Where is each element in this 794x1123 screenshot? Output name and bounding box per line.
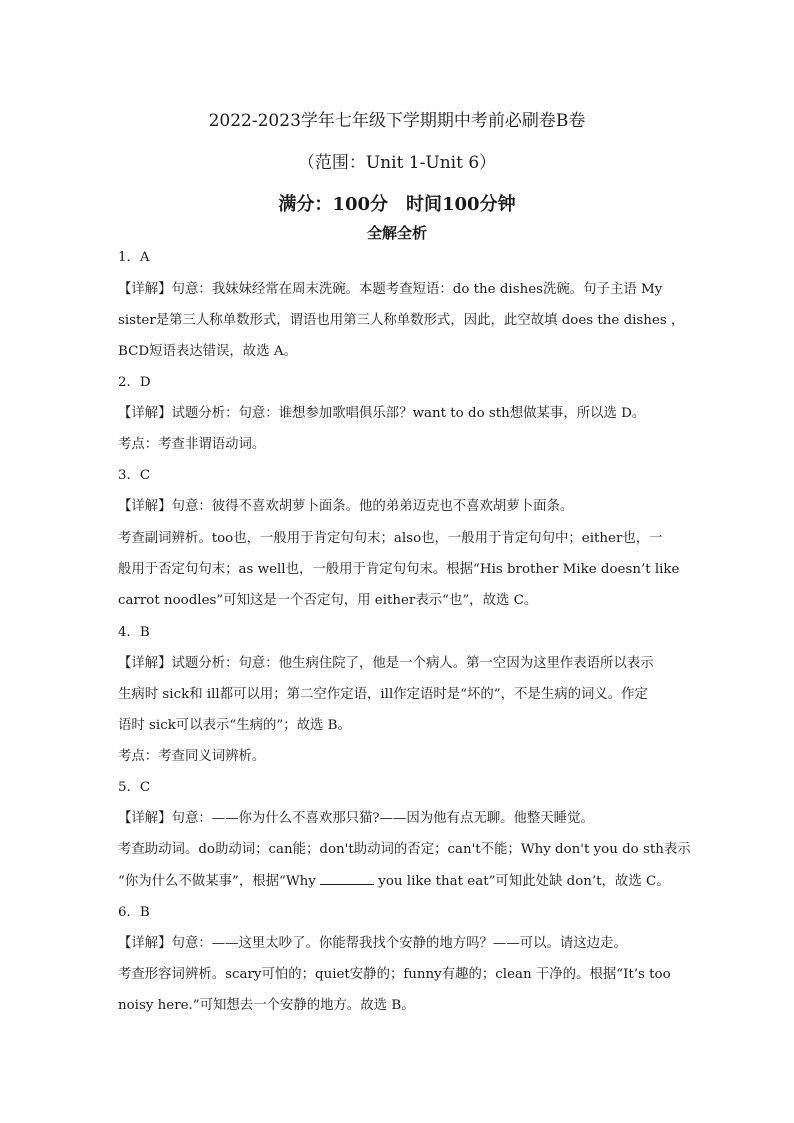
document-title: 2022-2023学年七年级下学期期中考前必刷卷B卷 [208,111,586,131]
answer-number: 4．B [118,625,150,640]
explanation-line: sister是第三人称单数形式，谓语也用第三人称单数形式，因此，此空故填 does the dishes ， [118,313,685,328]
explanation-line: 【详解】试题分析：句意：他生病住院了，他是一个病人。第一空因为这里作表语所以表示 [118,656,654,671]
explanation-text: you like that eat”可知此处缺 don’t，故选 C。 [374,874,670,889]
answer-number: 2．D [118,375,151,390]
section-heading: 全解全析 [366,224,427,242]
explanation-line: 考查形容词辨析。scary可怕的；quiet安静的；funny有趣的；clean 干净的。根据“It’s too [118,967,671,982]
explanation-line: 语时 sick可以表示“生病的”；故选 B。 [118,718,351,733]
answer-number: 6．B [118,905,150,920]
explanation-line: carrot noodles”可知这是一个否定句，用 either表示“也”，故选 C。 [118,593,538,608]
explanation-line: 【详解】句意：彼得不喜欢胡萝卜面条。他的弟弟迈克也不喜欢胡萝卜面条。 [118,499,574,514]
fill-in-blank [320,871,374,885]
scope-line: （范围：Unit 1-Unit 6） [297,153,497,173]
answer-number: 5．C [118,780,151,795]
explanation-line [118,871,670,892]
score-time-line: 满分：100分 时间100分钟 [278,194,516,215]
explanation-line: BCD短语表达错误，故选 A。 [118,344,297,359]
explanation-line: 【详解】句意：我妹妹经常在周末洗碗。本题考查短语：do the dishes洗碗。句子主语 My [118,282,663,297]
explanation-line: 生病时 sick和 ill都可以用；第二空作定语，ill作定语时是“坏的”，不是生病的词义。作定 [118,687,648,702]
answer-number: 3．C [118,468,151,483]
explanation-line: 【详解】试题分析：句意：谁想参加歌唱俱乐部？want to do sth想做某事，所以选 D。 [118,406,646,421]
explanation-line: 【详解】句意：——这里太吵了。你能帮我找个安静的地方吗？——可以。请这边走。 [118,936,627,951]
answer-number: 1．A [118,250,150,265]
explanation-line: 考点：考查同义词辨析。 [118,749,266,764]
explanation-line: 般用于否定句句末；as well也，一般用于肯定句句末。根据“His brother Mike doesn’t like [118,562,680,577]
explanation-line: noisy here.”可知想去一个安静的地方。故选 B。 [118,998,415,1013]
explanation-line: 【详解】句意：——你为什么不喜欢那只猫?——因为他有点无聊。他整天睡觉。 [118,811,594,826]
explanation-line: 考点：考查非谓语动词。 [118,437,266,452]
explanation-text: “你为什么不做某事”，根据“Why [118,874,321,889]
explanation-line: 考查助动词。do助动词；can能；don't助动词的否定；can't不能；Why don't you do sth表示 [118,842,691,857]
explanation-line: 考查副词辨析。too也，一般用于肯定句句末；also也，一般用于肯定句句中；either也，一 [118,531,663,546]
